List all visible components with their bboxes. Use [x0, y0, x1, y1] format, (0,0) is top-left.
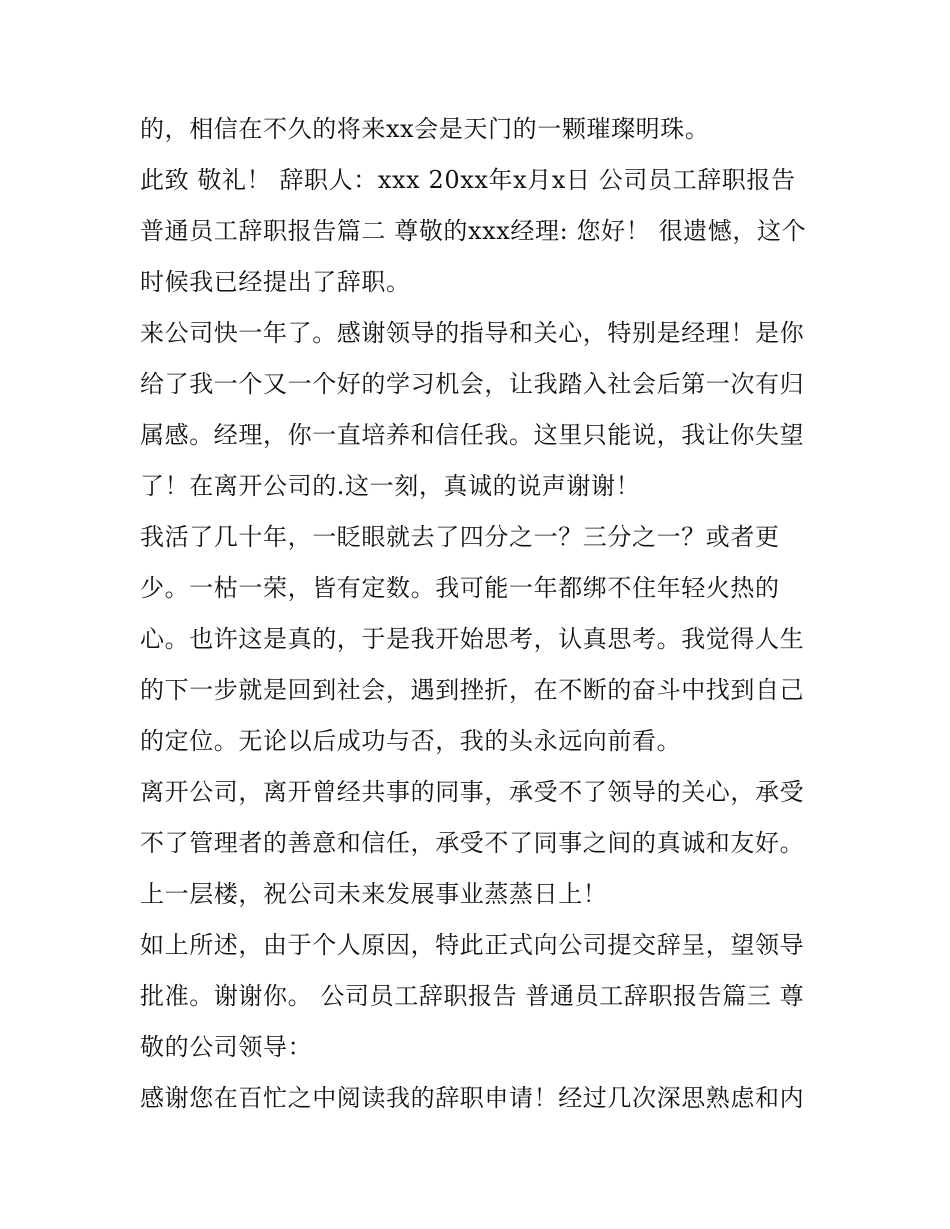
text-line: 感谢您在百忙之中阅读我的辞职申请！经过几次深思熟虑和内 — [140, 1084, 805, 1112]
text-line: 来公司快一年了。感谢领导的指导和关心，特别是经理！是你 — [140, 319, 805, 347]
document-body — [140, 104, 820, 1124]
text-line: 不了管理者的善意和信任，承受不了同事之间的真诚和友好。 — [140, 829, 805, 857]
text-line: 上一层楼，祝公司未来发展事业蒸蒸日上！ — [140, 880, 608, 908]
text-line: 如上所述，由于个人原因，特此正式向公司提交辞呈，望领导 — [140, 931, 805, 959]
text-line: 普通员工辞职报告篇二 尊敬的xxx经理: 您好！ 很遗憾，这个 — [140, 217, 807, 245]
text-line: 心。也许这是真的，于是我开始思考，认真思考。我觉得人生 — [140, 625, 805, 653]
text-line: 此致 敬礼！ 辞职人：xxx 20xx年x月x日 公司员工辞职报告 — [140, 166, 796, 194]
text-line: 的定位。无论以后成功与否，我的头永远向前看。 — [140, 727, 682, 755]
text-line: 我活了几十年，一眨眼就去了四分之一？三分之一？或者更 — [140, 523, 780, 551]
text-line: 批准。谢谢你。 公司员工辞职报告 普通员工辞职报告篇三 尊 — [140, 982, 805, 1010]
text-line: 敬的公司领导： — [140, 1033, 313, 1061]
text-line: 了！在离开公司的.这一刻，真诚的说声谢谢！ — [140, 472, 641, 500]
text-line: 属感。经理，你一直培养和信任我。这里只能说，我让你失望 — [140, 421, 805, 449]
text-line: 的，相信在不久的将来xx会是天门的一颗璀璨明珠。 — [140, 115, 710, 143]
text-line: 给了我一个又一个好的学习机会，让我踏入社会后第一次有归 — [140, 370, 805, 398]
text-line: 时候我已经提出了辞职。 — [140, 268, 411, 296]
text-line: 离开公司，离开曾经共事的同事，承受不了领导的关心，承受 — [140, 778, 805, 806]
text-line: 少。一枯一荣，皆有定数。我可能一年都绑不住年轻火热的 — [140, 574, 780, 602]
text-line: 的下一步就是回到社会，遇到挫折，在不断的奋斗中找到自己 — [140, 676, 805, 704]
